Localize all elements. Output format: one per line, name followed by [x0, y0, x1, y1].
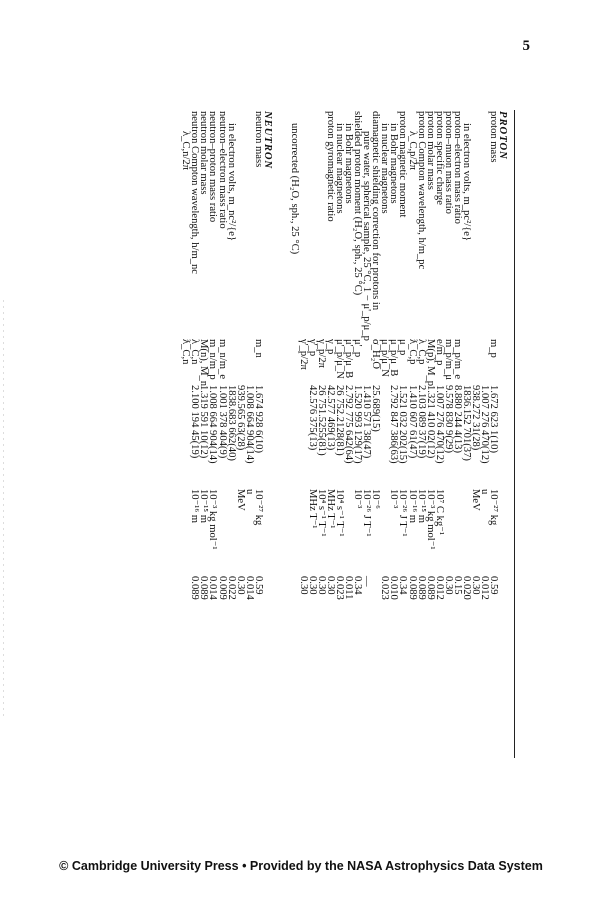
quantity-unit: 10⁻³ kg mol⁻¹ [424, 489, 436, 550]
relative-uncertainty: 0.023 [334, 576, 346, 600]
quantity-value: 2.792 775 642(64) [343, 385, 355, 464]
quantity-name: uncorrected (H₂O, sph., 25 °C) [288, 123, 300, 255]
quantity-symbol: μ'_p/μ_N [334, 339, 346, 379]
quantity-symbol: M(p), M_p [424, 339, 436, 387]
quantity-unit: u [478, 489, 490, 495]
quantity-value: 2.103 089 37(19) [415, 385, 427, 459]
quantity-unit: 10⁷ C kg⁻¹ [433, 489, 445, 536]
quantity-value: 2.100 194 45(19) [189, 385, 201, 459]
relative-uncertainty: 0.022 [225, 576, 237, 600]
quantity-value: 1.520 993 129(17) [352, 385, 364, 464]
quantity-symbol: μ'_p/μ_B [343, 339, 355, 379]
quantity-value: 1.007 276 470(12) [433, 385, 445, 464]
quantity-value: 1.319 591 10(12) [198, 385, 210, 459]
quantity-value: 26 751.5255(81) [316, 385, 328, 456]
relative-uncertainty: 0.089 [424, 576, 436, 600]
quantity-value: 1.007 276 470(12) [478, 385, 490, 464]
quantity-symbol: λ_C,p [415, 339, 427, 365]
scan-margin-mark [3, 300, 4, 720]
quantity-value [263, 385, 272, 485]
quantity-name: proton–electron mass ratio [451, 111, 463, 224]
quantity-symbol: γ'_p [307, 339, 319, 357]
quantity-unit [444, 489, 453, 569]
quantity-symbol: μ_p [397, 339, 409, 356]
quantity-symbol: m_n/m_e [216, 339, 228, 380]
quantity-unit: 10⁻¹⁶ m [189, 489, 201, 523]
relative-uncertainty: 0.30 [316, 576, 328, 595]
quantity-name: in Bohr magnetons [343, 123, 355, 204]
relative-uncertainty: 0.023 [379, 576, 391, 600]
quantity-symbol: m_p/m_e [451, 339, 463, 380]
quantity-name [272, 111, 281, 325]
quantity-value: 42.577 469(13) [325, 385, 337, 451]
quantity-unit: 10⁻²⁷ kg [487, 489, 499, 526]
relative-uncertainty: 0.020 [460, 576, 472, 600]
quantity-unit [453, 489, 462, 569]
relative-uncertainty [263, 576, 272, 616]
quantity-unit: MHz T⁻¹ [325, 489, 337, 529]
quantity-symbol: μ'_p [352, 339, 364, 358]
relative-uncertainty: 0.30 [325, 576, 337, 595]
quantity-name: neutron–electron mass ratio [216, 111, 228, 229]
quantity-unit: 10⁴ s⁻¹ T⁻¹ [316, 489, 328, 537]
quantity-value: 42.576 375(13) [307, 385, 319, 451]
quantity-unit [498, 489, 507, 569]
relative-uncertainty: 0.089 [189, 576, 201, 600]
relative-uncertainty: 0.15 [451, 576, 463, 595]
relative-uncertainty: 0.014 [207, 576, 219, 600]
values-column [190, 385, 507, 485]
quantity-unit: 10⁻²⁶ J T⁻¹ [361, 489, 373, 537]
quantity-name: neutron–proton mass ratio [207, 111, 219, 223]
quantity-value [290, 385, 299, 485]
copyright-footer: © Cambridge University Press • Provided by the NASA Astrophysics Data System [59, 859, 543, 873]
quantity-name: proton mass [487, 111, 499, 163]
quantity-value: 1.008 664 904(14) [207, 385, 219, 464]
quantity-name: in electron volts, m_pc²/{e} [460, 123, 472, 242]
quantity-unit [272, 489, 281, 569]
quantity-unit: 10⁻²⁷ kg [252, 489, 264, 526]
relative-uncertainty [281, 576, 290, 616]
page-number: 5 [522, 38, 530, 54]
relative-uncertainty: 0.089 [415, 576, 427, 600]
relative-uncertainty: 0.009 [216, 576, 228, 600]
relative-uncertainty: 0.30 [469, 576, 481, 595]
quantity-value: 1.008 664 904(14) [243, 385, 255, 464]
quantity-name [308, 111, 317, 325]
relative-uncertainty: 0.010 [388, 576, 400, 600]
quantity-unit: 10⁻³ [352, 489, 364, 509]
quantity-value: 1.321 410 02(12) [424, 385, 436, 459]
names-column [180, 111, 508, 341]
quantity-name: proton Compton wavelength, h/m_pc [415, 111, 427, 270]
quantity-value: 1838.683 662(40) [225, 385, 237, 461]
quantity-name: λ_C,p/2π [406, 131, 418, 171]
quantity-value: 1.521 032 202(15) [397, 385, 409, 464]
quantity-name: in electron volts, m_nc²/{e} [225, 123, 237, 242]
quantity-symbol: m_p/m_μ [442, 339, 454, 380]
relative-uncertainty: 0.34 [352, 576, 364, 595]
quantity-symbol: γ_p/2π [316, 339, 328, 368]
quantity-unit: 10⁻²⁶ J T⁻¹ [397, 489, 409, 537]
relative-uncertainty: 0.30 [234, 576, 246, 595]
quantity-unit: MeV [469, 489, 481, 511]
quantity-unit: 10⁻⁶ [370, 489, 382, 509]
relative-uncertainty: 0.089 [406, 576, 418, 600]
quantity-symbol: ƛ_C,p [406, 339, 418, 365]
quantity-name: proton molar mass [424, 111, 436, 190]
relative-uncertainty: 0.59 [252, 576, 264, 595]
quantity-value: 1.674 928 6(10) [252, 385, 264, 453]
relative-uncertainty: 0.011 [343, 576, 355, 600]
quantity-name [299, 111, 308, 325]
relative-uncertainty: 0.30 [442, 576, 454, 595]
quantity-value [498, 385, 507, 485]
quantity-symbol: λ_C,n [189, 339, 201, 365]
quantity-unit: MeV [234, 489, 246, 511]
quantity-symbol: m_n [252, 339, 264, 358]
quantity-unit [218, 489, 227, 569]
relative-uncertainty: 0.014 [243, 576, 255, 600]
relative-uncertainty: 0.012 [478, 576, 490, 600]
quantity-symbol: μ_p/μ_N [379, 339, 391, 377]
quantity-value: 25.689(15) [370, 385, 382, 432]
table-bottom-rule [514, 110, 515, 758]
quantity-symbol: m_p [487, 339, 499, 358]
quantity-name: in nuclear magnetons [334, 123, 346, 214]
quantity-name: proton–muon mass ratio [442, 111, 454, 214]
quantity-value: 1.410 607 61(47) [406, 385, 418, 459]
rotated-constants-table [77, 111, 507, 761]
relative-uncertainty: 0.34 [397, 576, 409, 595]
quantity-name: pure water, spherical sample, 25 °C, 1 − μ'_p/μ_p [361, 131, 373, 341]
quantity-name: λ_C,n/2π [180, 131, 192, 171]
quantity-unit: u [243, 489, 255, 495]
quantity-name: diamagnetic shielding correction for protons in [370, 111, 382, 311]
relative-uncertainty: 0.012 [433, 576, 445, 600]
quantity-unit [290, 489, 299, 569]
quantity-symbol: m_n/m_p [207, 339, 219, 380]
quantity-value [281, 385, 290, 485]
quantity-name: shielded proton moment (H₂O, sph., 25 °C) [352, 111, 364, 296]
quantity-name: NEUTRON [261, 111, 273, 170]
quantity-value: 2.792 847 386(63) [388, 385, 400, 464]
quantity-name: proton magnetic moment [397, 111, 409, 218]
quantity-symbol: γ'_p/2π [297, 339, 309, 370]
quantity-unit: 10⁻³ [388, 489, 400, 509]
quantity-symbol: e/m_p [433, 339, 445, 366]
quantity-symbol: μ_p/μ_B [388, 339, 400, 377]
quantity-name: proton gyromagnetic ratio [325, 111, 337, 222]
quantity-unit: 10⁻³ kg mol⁻¹ [207, 489, 219, 550]
quantity-value: 939.565 63(28) [234, 385, 246, 451]
quantity-unit [281, 489, 290, 569]
quantity-value: 1836.152 701(37) [460, 385, 472, 461]
quantity-value: 26 752.2128(81) [334, 385, 346, 456]
quantity-value: 9.578 830 9(29) [442, 385, 454, 453]
relative-uncertainty: 0.089 [198, 576, 210, 600]
quantity-name [236, 111, 245, 325]
quantity-value [272, 385, 281, 485]
relative-uncertainty [498, 576, 507, 616]
quantity-value: 8.880 244 4(13) [451, 385, 463, 453]
quantity-name [471, 111, 480, 325]
units-column [190, 489, 507, 569]
quantity-symbol: γ_p [325, 339, 337, 355]
quantity-name: neutron mass [252, 111, 264, 168]
quantity-unit: 10⁻¹⁵ m [198, 489, 210, 523]
quantity-symbol: σ_H₂O [370, 339, 382, 370]
quantity-unit: 10⁻¹⁶ m [406, 489, 418, 523]
quantity-value: 938.272 31(28) [469, 385, 481, 451]
quantity-name: in Bohr magnetons [388, 123, 400, 204]
uncertainty-column [190, 576, 507, 616]
quantity-name: PROTON [497, 111, 508, 160]
quantity-unit: 10⁻¹⁵ m [415, 489, 427, 523]
quantity-name: proton specific charge [433, 111, 445, 205]
quantity-value: 1.001 378 404(9) [216, 385, 228, 459]
quantity-symbol: ƛ_C,n [180, 339, 192, 365]
relative-uncertainty: 0.30 [297, 576, 309, 595]
relative-uncertainty: 0.59 [487, 576, 499, 595]
relative-uncertainty: — [361, 576, 373, 587]
quantity-unit: MHz T⁻¹ [307, 489, 319, 529]
relative-uncertainty: 0.30 [307, 576, 319, 595]
quantity-unit: 10⁴ s⁻¹ T⁻¹ [334, 489, 346, 537]
quantity-name: neutron molar mass [198, 111, 210, 195]
quantity-value: 1.672 623 1(10) [487, 385, 499, 453]
quantity-unit [263, 489, 272, 569]
quantity-name: neutron Compton wavelength, h/m_nc [189, 111, 201, 274]
quantity-name: in nuclear magnetons [379, 123, 391, 214]
quantity-symbol: M(n), M_n [198, 339, 210, 387]
relative-uncertainty [272, 576, 281, 616]
quantity-value: 1.410 571 38(47) [361, 385, 373, 459]
